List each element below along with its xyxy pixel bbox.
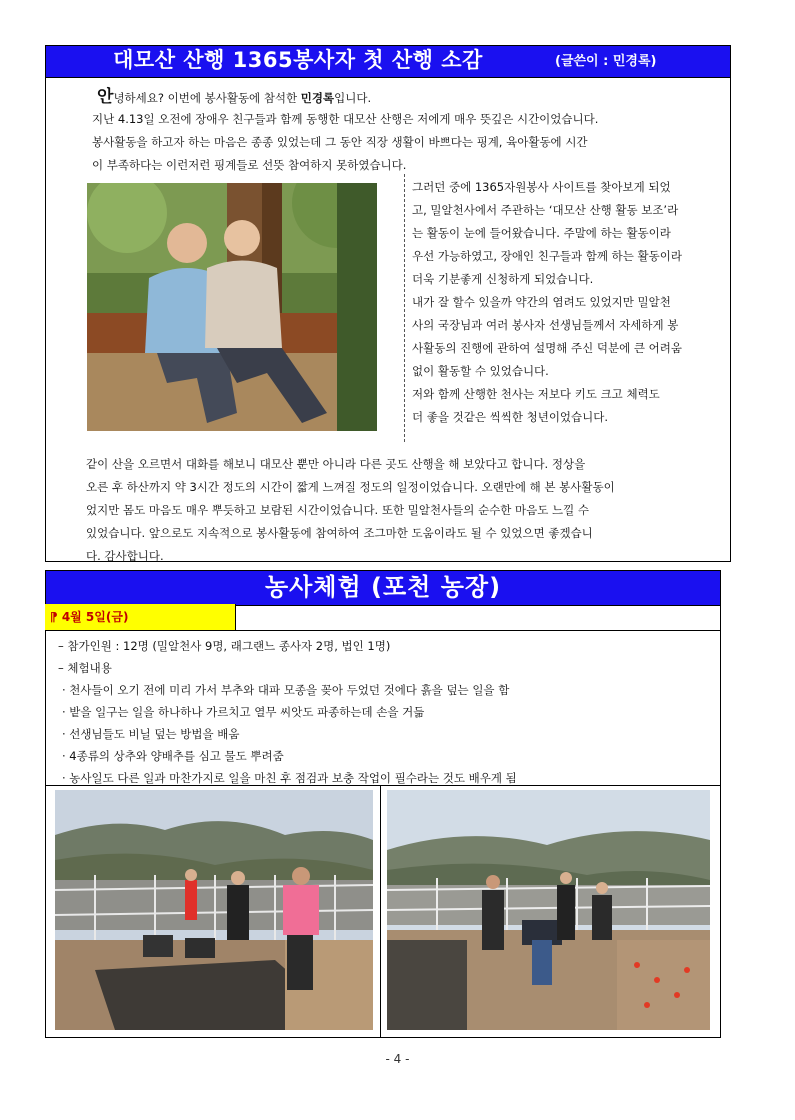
list-item: · 선생님들도 비닐 덮는 방법을 배움 (62, 727, 240, 741)
farm-photo-left (55, 790, 373, 1030)
paragraph-line: 오른 후 하산까지 약 3시간 정도의 시간이 짧게 느껴질 정도의 일정이었습니다. 오랜만에 해 본 봉사활동이 (86, 480, 615, 494)
farm-title: 농사체험 (포천 농장) (264, 573, 502, 601)
author-name: 민경록 (300, 91, 335, 105)
right-column-line: 우선 가능하였고, 장애인 친구들과 함께 하는 활동이라 (412, 249, 682, 263)
right-column-line: 그러던 중에 1365자원봉사 사이트를 찾아보게 되었 (412, 180, 671, 194)
right-column-line: 더 좋을 것같은 씩씩한 청년이었습니다. (412, 410, 609, 424)
photo-divider (380, 785, 381, 1037)
right-column-line: 저와 함께 산행한 천사는 저보다 키도 크고 체력도 (412, 387, 660, 401)
column-divider (404, 174, 405, 442)
right-column-line: 없이 활동할 수 있었습니다. (412, 364, 549, 378)
list-item: – 체험내용 (58, 661, 112, 675)
right-column-line: 내가 잘 할수 있을까 약간의 염려도 있었지만 밀알천 (412, 295, 671, 309)
right-column-line: 사의 국장님과 여러 봉사자 선생님들께서 자세하게 봉 (412, 318, 679, 332)
paragraph-line: 다. 감사합니다. (86, 549, 164, 563)
right-column-line: 사활동의 진행에 관하여 설명해 주신 덕분에 큰 어려움 (412, 341, 682, 355)
paragraph-line: 었지만 몸도 마음도 매우 뿌듯하고 보람된 시간이었습니다. 또한 밀알천사들의 순수한 마음도 느낄 수 (86, 503, 589, 517)
paragraph-line: 지난 4.13일 오전에 장애우 친구들과 함께 동행한 대모산 산행은 저에게 매우 뜻깊은 시간이었습니다. (92, 112, 599, 126)
right-column-line: 고, 밀알천사에서 주관하는 ‘대모산 산행 활동 보조’라 (412, 203, 679, 217)
paragraph-line: 같이 산을 오르면서 대화를 해보니 대모산 뿐만 아니라 다른 곳도 산행을 해 보았다고 합니다. 정상을 (86, 457, 586, 471)
article-title: 대모산 산행 1365봉사자 첫 산행 소감 (113, 48, 483, 72)
article-byline: (글쓴이 : 민경록) (555, 54, 657, 69)
right-column-line: 는 활동이 눈에 들어왔습니다. 주말에 하는 활동이라 (412, 226, 671, 240)
right-column-line: 더욱 기분좋게 신청하게 되었습니다. (412, 272, 594, 286)
paragraph-line: 봉사활동을 하고자 하는 마음은 종종 있었는데 그 동안 직장 생활이 바쁘다는 핑계, 육아활동에 시간 (92, 135, 588, 149)
list-item: · 농사일도 다른 일과 마찬가지로 일을 마친 후 점검과 보충 작업이 필수라는 것도 배우게 됨 (62, 771, 517, 785)
intro-end: 입니다. (334, 91, 372, 105)
page-number: - 4 - (385, 1052, 410, 1066)
drop-initial: 안 (97, 87, 114, 107)
paragraph-line: 있었습니다. 앞으로도 지속적으로 봉사활동에 참여하여 조그마한 도움이라도 될 수 있었으면 좋겠습니 (86, 526, 593, 540)
farm-photo-right (387, 790, 710, 1030)
paragraph-line: 이 부족하다는 이런저런 핑계들로 선뜻 참여하지 못하였습니다. (92, 158, 407, 172)
list-item: – 참가인원 : 12명 (밀알천사 9명, 래그랜느 종사자 2명, 법인 1명) (58, 639, 391, 653)
hiking-photo (87, 183, 377, 431)
event-date: ⁋ 4월 5일(금) (50, 610, 129, 624)
intro-text: 녕하세요? 이번에 봉사활동에 참석한 (113, 91, 301, 105)
list-item: · 천사들이 오기 전에 미리 가서 부추와 대파 모종을 꽂아 두었던 것에다 흙을 덮는 일을 함 (62, 683, 510, 697)
list-item: · 밭을 일구는 일을 하나하나 가르치고 열무 씨앗도 파종하는데 손을 거듦 (62, 705, 425, 719)
list-item: · 4종류의 상추와 양배추를 심고 물도 뿌려줌 (62, 749, 284, 763)
